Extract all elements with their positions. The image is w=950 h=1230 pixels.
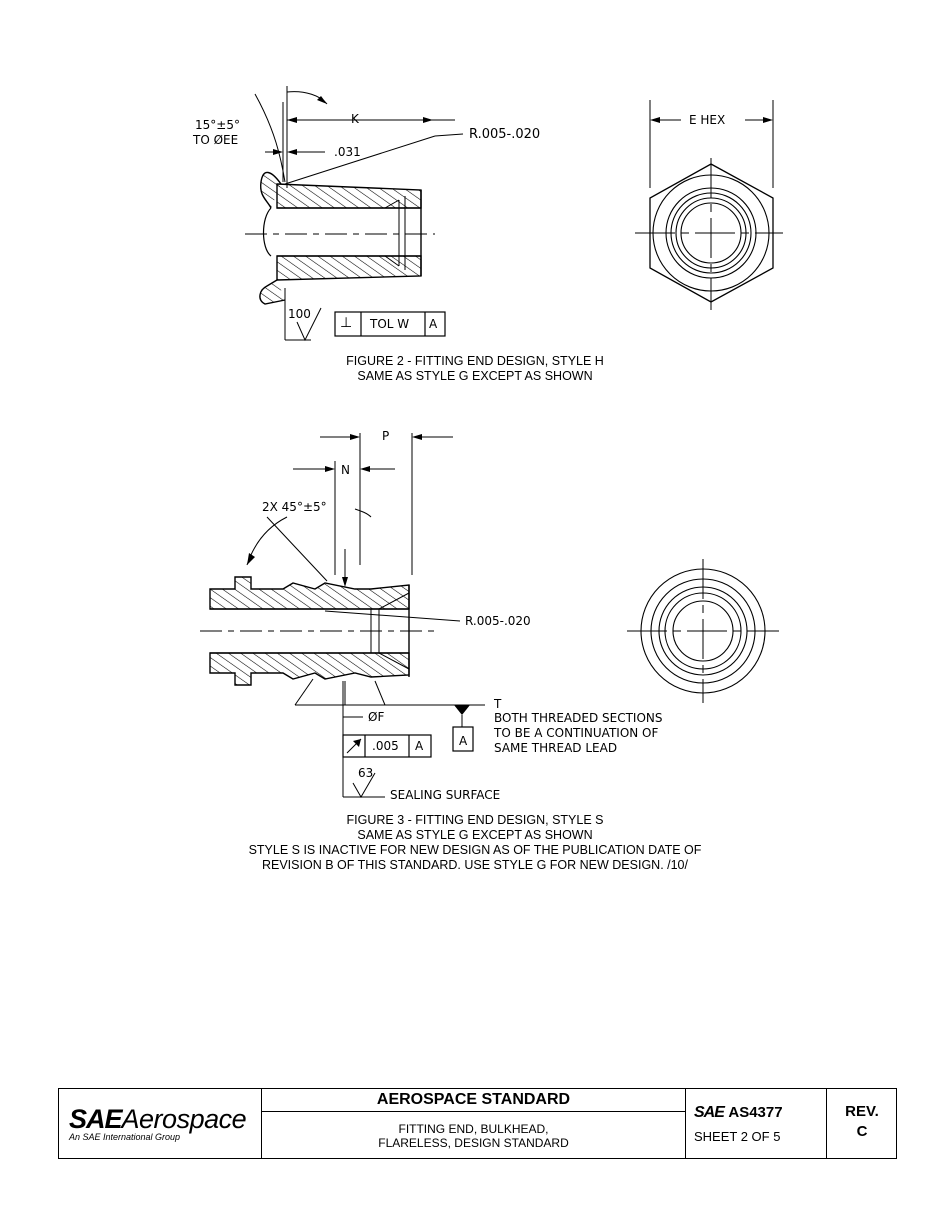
- fig3-note-line-2: TO BE A CONTINUATION OF: [494, 726, 659, 740]
- sae-aerospace-logo: [69, 1104, 246, 1135]
- sae-doc-logo: SAE: [694, 1104, 724, 1121]
- fig3-sealing-surface: SEALING SURFACE: [390, 788, 501, 802]
- fig2-finish-value: 100: [288, 307, 311, 321]
- fig3-radius-label: R.005-.020: [465, 614, 531, 628]
- revision-cell: [827, 1089, 897, 1158]
- logo-tagline: An SAE International Group: [69, 1132, 181, 1142]
- title-block: [58, 1088, 897, 1159]
- side-view-style-s: [200, 433, 485, 797]
- fig3-fcf-datum: A: [415, 739, 424, 753]
- fig2-fcf-datum: A: [429, 317, 438, 331]
- revision-label: REV.: [845, 1103, 879, 1120]
- figure-2-caption-line-1: FIGURE 2 - FITTING END DESIGN, STYLE H: [346, 354, 604, 368]
- fig3-chamfer-label: 2X 45°±5°: [262, 500, 327, 514]
- logo-aerospace-word: Aerospace: [121, 1104, 247, 1134]
- fig2-hex-label: E HEX: [689, 113, 726, 127]
- standard-heading: AEROSPACE STANDARD: [262, 1089, 685, 1112]
- sheet-number: SHEET 2 OF 5: [694, 1129, 781, 1144]
- document-title-line-1: FITTING END, BULKHEAD,: [398, 1122, 549, 1136]
- document-title-line-2: FLARELESS, DESIGN STANDARD: [378, 1136, 569, 1150]
- fig2-dim-031: .031: [334, 145, 361, 159]
- fig2-radius-label: R.005-.020: [469, 127, 541, 142]
- fig2-angle-label-1: 15°±5°: [195, 118, 240, 132]
- fig2-fcf-tolerance: TOL W: [370, 317, 410, 331]
- figure-3-caption-line-1: FIGURE 3 - FITTING END DESIGN, STYLE S: [346, 813, 604, 827]
- fig3-note-line-3: SAME THREAD LEAD: [494, 741, 618, 755]
- document-number-row: [694, 1104, 783, 1122]
- hex-end-view: [635, 100, 783, 310]
- fig3-note-line-1: BOTH THREADED SECTIONS: [494, 711, 663, 725]
- figure-3-caption-line-4: REVISION B OF THIS STANDARD. USE STYLE G FOR NEW DESIGN. /10/: [261, 858, 688, 872]
- fig2-angle-label-2: TO ØEE: [193, 133, 239, 147]
- fig3-thread-label-t: T: [494, 697, 502, 711]
- logo-cell: [59, 1089, 262, 1158]
- fig3-diameter-label: ØF: [368, 710, 385, 724]
- fig3-fcf-tolerance: .005: [372, 739, 399, 753]
- document-number-cell: [686, 1089, 827, 1158]
- fig3-dim-n: N: [341, 463, 350, 477]
- revision-value: C: [856, 1123, 868, 1140]
- round-end-view: [627, 559, 779, 703]
- figure-3-caption-line-2: SAME AS STYLE G EXCEPT AS SHOWN: [357, 828, 593, 842]
- fig3-dim-p: P: [382, 429, 390, 443]
- logo-sae-mark: SAE: [69, 1104, 122, 1134]
- document-number: AS4377: [728, 1104, 783, 1121]
- fig3-finish-value: 63: [358, 766, 374, 780]
- figure-3-caption-line-3: STYLE S IS INACTIVE FOR NEW DESIGN AS OF THE PUBLICATION DATE OF: [248, 843, 702, 857]
- figure-2-caption-line-2: SAME AS STYLE G EXCEPT AS SHOWN: [357, 369, 593, 383]
- fig2-fcf-perp-symbol: ⊥: [340, 315, 353, 331]
- fig3-datum-box-label: A: [459, 734, 468, 748]
- fig2-dim-k: K: [351, 112, 359, 126]
- title-cell: [262, 1089, 686, 1158]
